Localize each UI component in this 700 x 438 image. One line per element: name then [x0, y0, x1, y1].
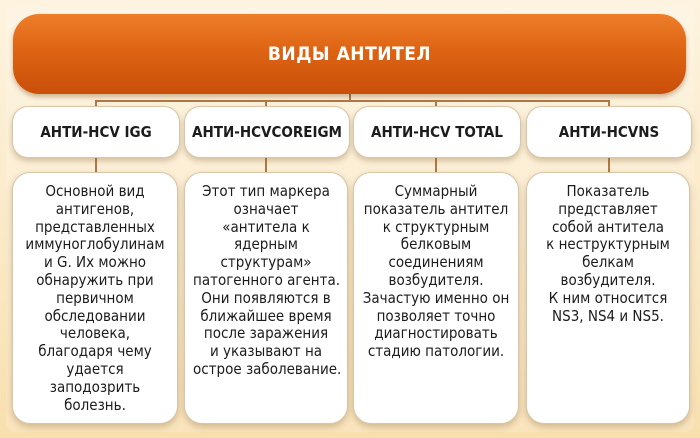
description-line: Зачастую именно он	[362, 288, 510, 307]
diagram-title: ВИДЫ АНТИТЕЛ	[13, 14, 686, 94]
description-line: означает	[233, 199, 299, 218]
description-line: и указывают на	[209, 342, 323, 361]
description-line: иммуноглобулинам	[25, 235, 165, 254]
category-box-igg	[12, 106, 180, 158]
description-line: обследовании	[44, 306, 146, 325]
description-line: представленных	[35, 217, 155, 236]
category-label-coreigm: АНТИ-HCVCOREIGM	[192, 123, 342, 141]
description-line: Этот тип маркера	[202, 182, 330, 200]
description-box-ns	[526, 172, 690, 424]
description-line: удается	[66, 359, 124, 378]
description-line: стадию патологии.	[367, 342, 505, 361]
connector-title-stem	[349, 94, 351, 101]
description-box-igg	[12, 172, 178, 424]
category-label-total: АНТИ-HCV TOTAL	[371, 123, 503, 141]
category-label-ns: АНТИ-HCVNS	[558, 123, 660, 141]
description-line: белковым	[400, 235, 472, 254]
connector-link-3	[435, 156, 437, 172]
description-line: Показатель	[566, 182, 650, 200]
description-line: антигенов,	[55, 199, 135, 218]
description-line: Они появляются в	[201, 288, 331, 307]
description-line: болезнь.	[64, 395, 126, 414]
description-line: к неструктурным	[546, 235, 670, 254]
description-line: заподозрить	[49, 377, 141, 396]
category-label-igg: АНТИ-HCV IGG	[40, 123, 152, 141]
description-line: ближайшее время	[200, 306, 332, 325]
description-line: возбудителя.	[388, 270, 484, 289]
description-line: представляет	[558, 199, 658, 218]
description-line: Суммарный	[394, 182, 478, 200]
description-line: Основной вид	[45, 182, 145, 200]
description-box-coreigm	[184, 172, 348, 424]
description-line: острое заболевание.	[193, 359, 342, 378]
description-line: белкам	[582, 253, 634, 272]
description-line: диагностировать	[374, 324, 498, 343]
description-line: первичном	[56, 288, 134, 307]
category-box-ns	[526, 106, 692, 158]
description-line: собой антитела	[551, 217, 665, 236]
description-line: возбудителя.	[560, 270, 656, 289]
description-line: после заражения	[203, 324, 329, 343]
description-line: «антитела к	[222, 217, 310, 236]
description-line: патогенного агента.	[193, 270, 341, 289]
category-box-coreigm	[184, 106, 350, 158]
connector-link-1	[95, 156, 97, 172]
description-line: NS3, NS4 и NS5.	[552, 306, 664, 325]
connector-link-4	[608, 156, 610, 172]
description-line: благодаря чему	[38, 342, 152, 361]
description-line: структурам»	[220, 253, 312, 272]
description-line: позволяет точно	[376, 306, 496, 325]
description-line: ядерным	[234, 235, 298, 254]
description-box-total	[353, 172, 519, 424]
description-line: соединениям	[388, 253, 484, 272]
description-line: человека,	[59, 324, 131, 343]
description-line: и G. Их можно	[43, 253, 147, 272]
description-line: к структурным	[382, 217, 490, 236]
description-line: обнаружить при	[36, 270, 154, 289]
connector-horizontal	[95, 100, 610, 102]
category-box-total	[353, 106, 521, 158]
description-line: К ним относится	[548, 288, 668, 307]
connector-link-2	[265, 156, 267, 172]
description-line: показатель антител	[363, 199, 509, 218]
